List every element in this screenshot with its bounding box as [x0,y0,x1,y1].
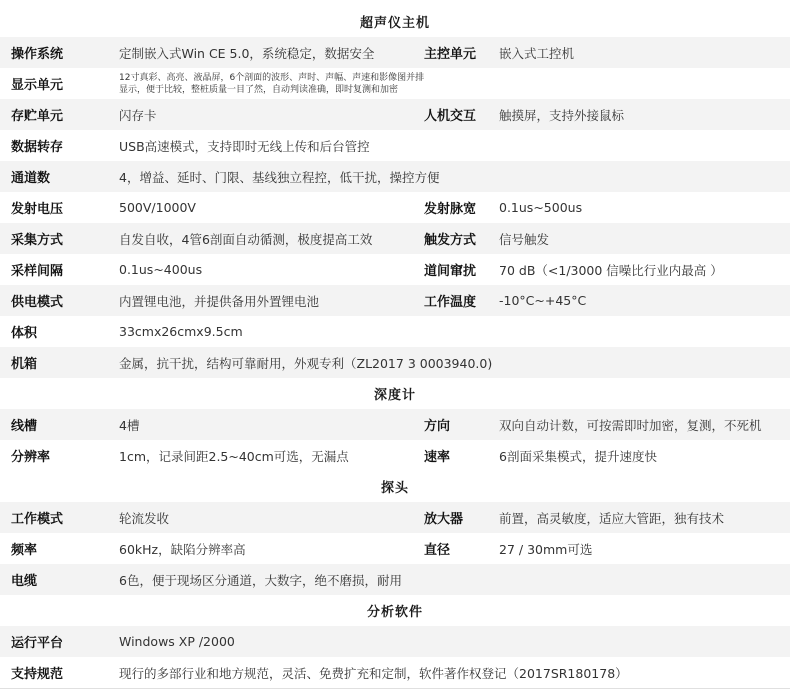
row-value: 定制嵌入式Win CE 5.0，系统稳定，数据安全 [119,45,375,61]
row-value: 6色，便于现场区分通道，大数字，绝不磨损，耐用 [119,572,402,588]
table-row [0,68,790,100]
section-header-depth [0,378,790,410]
row-value: 轮流发收 [119,510,170,526]
row-label: 采集方式 [11,233,64,248]
table-row [0,285,790,317]
row-value: 6剖面采集模式，提升速度快 [499,448,657,464]
table-row [0,223,790,255]
table-row [0,626,790,658]
row-value: 4，增益、延时、门限、基线独立程控，低干扰，操控方便 [119,169,440,185]
row-label: 机箱 [11,357,38,372]
row-label: 供电模式 [11,295,64,310]
display-line-2: 显示，便于比较，整桩质量一目了然，自动判读准确，即时复测和加密 [119,84,399,95]
row-label: 支持规范 [11,667,64,682]
row-value: 33cmx26cmx9.5cm [119,324,243,339]
row-value: 60kHz，缺陷分辨率高 [119,541,246,557]
row-label: 速率 [424,450,451,465]
section-header-probe [0,471,790,503]
table-row [0,254,790,286]
row-value: 自发自收，4管6剖面自动循测，极度提高工效 [119,231,373,247]
table-row [0,657,790,689]
table-row [0,533,790,565]
row-value: 双向自动计数，可按需即时加密，复测，不死机 [499,417,762,433]
row-label: 频率 [11,543,38,558]
row-value: -10°C~+45°C [499,293,587,308]
row-label: 方向 [424,419,451,434]
row-value: 4槽 [119,417,140,433]
row-label: 主控单元 [424,47,477,62]
row-value: 0.1us~500us [499,200,583,215]
row-label: 数据转存 [11,140,64,155]
section-title: 深度计 [373,388,416,403]
table-row [0,564,790,596]
row-label: 运行平台 [11,636,64,651]
row-value: USB高速模式，支持即时无线上传和后台管控 [119,138,370,154]
row-value: 现行的多部行业和地方规范，灵活、免费扩充和定制，软件著作权登记（2017SR180178） [119,665,628,681]
row-label: 采样间隔 [11,264,64,279]
row-value: Windows XP /2000 [119,634,235,649]
section-header-software [0,595,790,627]
row-label: 触发方式 [424,233,477,248]
table-row [0,192,790,224]
row-label: 线槽 [11,419,38,434]
table-row [0,347,790,379]
section-title: 探头 [380,481,409,496]
row-value: 0.1us~400us [119,262,203,277]
section-title: 分析软件 [366,605,423,620]
section-title: 超声仪主机 [359,16,430,31]
table-row [0,37,790,69]
table-row [0,316,790,348]
table-row [0,502,790,534]
row-value: 70 dB（<1/3000 信噪比行业内最高 ） [499,262,723,278]
table-row [0,161,790,193]
section-header-host [0,6,790,38]
row-value: 触摸屏，支持外接鼠标 [499,107,625,123]
row-value: 27 / 30mm可选 [499,541,593,557]
row-value: 1cm，记录间距2.5~40cm可选，无漏点 [119,448,349,464]
row-value: 500V/1000V [119,200,196,215]
row-value: 信号触发 [499,231,550,247]
row-value: 闪存卡 [119,107,157,123]
row-label: 道间窜扰 [424,264,477,279]
row-label: 体积 [11,326,38,341]
row-label: 工作温度 [424,295,477,310]
row-value: 金属，抗干扰，结构可靠耐用，外观专利（ZL2017 3 0003940.0) [119,355,493,371]
row-label: 操作系统 [11,47,64,62]
row-label: 分辨率 [11,450,51,465]
row-value: 前置，高灵敏度，适应大管距，独有技术 [499,510,725,526]
row-label: 显示单元 [11,78,64,93]
row-value: 嵌入式工控机 [499,45,575,61]
row-label: 电缆 [11,574,38,589]
display-line-1: 12寸真彩、高亮、液晶屏，6个剖面的波形、声时、声幅、声速和影像图并排 [119,72,425,83]
row-value [119,68,499,99]
table-row [0,409,790,441]
table-row [0,440,790,472]
row-label: 通道数 [11,171,51,186]
table-row [0,130,790,162]
row-label: 人机交互 [424,109,477,124]
row-label: 直径 [424,543,451,558]
row-label: 发射电压 [11,202,64,217]
row-label: 发射脉宽 [424,202,477,217]
row-label: 存贮单元 [11,109,64,124]
row-label: 工作模式 [11,512,64,527]
table-row [0,99,790,131]
row-value: 内置锂电池，并提供备用外置锂电池 [119,293,320,309]
row-label: 放大器 [424,512,464,527]
